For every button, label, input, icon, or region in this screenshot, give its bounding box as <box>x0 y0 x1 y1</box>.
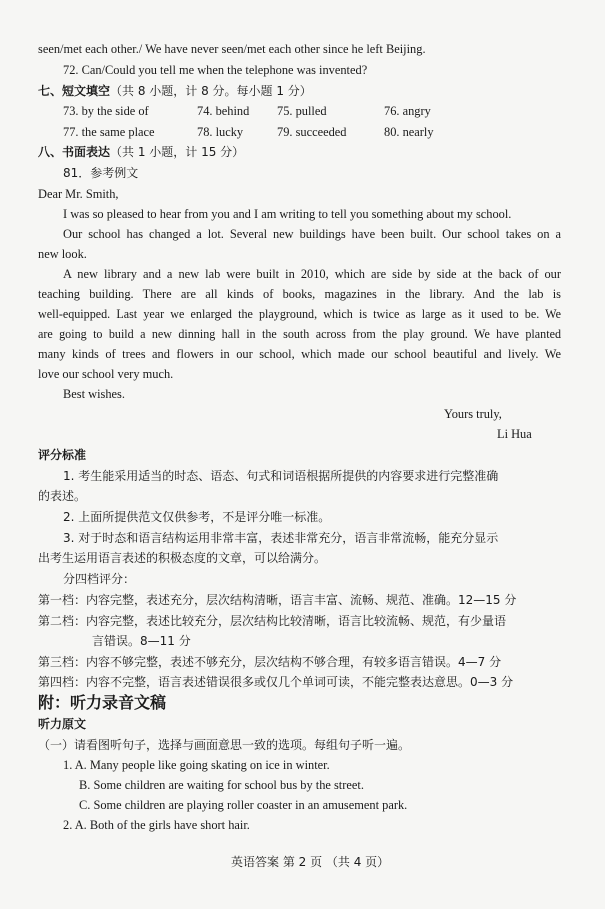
section-8-header <box>38 144 244 160</box>
section-7-header <box>38 83 312 99</box>
grade-level-2: 第二档：内容完整，表述比较充分，层次结构比较清晰，语言比较流畅、规范，有少量语 <box>38 614 507 628</box>
answer-78: 78. lucky <box>197 125 244 139</box>
letter-signature: Li Hua <box>497 427 532 441</box>
appendix-subtitle: 听力原文 <box>38 717 87 731</box>
listening-item: B. Some children are waiting for school bus by the street. <box>79 778 364 792</box>
grade-level-2-cont: 言错误。8—11 分 <box>92 634 191 648</box>
section-8-note: （共 1 小题，计 15 分） <box>110 145 245 159</box>
scoring-rule: 3. 对于时态和语言结构运用非常丰富，表述非常充分，语言非常流畅，能充分显示 <box>63 531 499 545</box>
grade-level-4: 第四档：内容不完整，语言表述错误很多或仅几个单词可读，不能完整表达意思。0—3 分 <box>38 675 514 689</box>
letter-line: love our school very much. <box>38 367 174 381</box>
letter-line: new look. <box>38 247 87 261</box>
continued-answer-line: seen/met each other./ We have never seen/met each other since he left Beijing. <box>38 42 426 56</box>
section-7-title: 七、短文填空 <box>38 84 111 98</box>
letter-line: many kinds of trees and flowers in our school, which made our school beautiful and lively. We <box>38 347 561 361</box>
answer-73: 73. by the side of <box>63 104 149 118</box>
scoring-rule: 2. 上面所提供范文仅供参考，不是评分唯一标准。 <box>63 510 331 524</box>
grades-title: 分四档评分： <box>63 572 136 586</box>
letter-closing: Yours truly, <box>444 407 502 421</box>
letter-line: I was so pleased to hear from you and I am writing to tell you something about my school. <box>63 207 512 221</box>
letter-line: well-equipped. Last year we enlarged the playground, which is twice as large as it used to be. We <box>38 307 561 321</box>
listening-item: 1. A. Many people like going skating on ice in winter. <box>63 758 330 772</box>
scoring-rule: 的表述。 <box>38 489 87 503</box>
answer-76: 76. angry <box>384 104 431 118</box>
letter-line: A new library and a new lab were built in 2010, which are side by side at the back of our <box>63 267 561 281</box>
letter-best-wishes: Best wishes. <box>63 387 125 401</box>
listening-item: 2. A. Both of the girls have short hair. <box>63 818 250 832</box>
sample-essay-label: 81．参考例文 <box>63 166 139 180</box>
listening-item: C. Some children are playing roller coaster in an amusement park. <box>79 798 408 812</box>
scoring-rule: 出考生运用语言表述的积极态度的文章，可以给满分。 <box>38 551 327 565</box>
appendix-title: 附：听力录音文稿 <box>38 693 167 712</box>
grade-level-1: 第一档：内容完整，表述充分，层次结构清晰，语言丰富、流畅、规范、准确。12—15 分 <box>38 593 517 607</box>
listening-part-1: （一）请看图听句子，选择与画面意思一致的选项。每组句子听一遍。 <box>38 738 411 752</box>
letter-line: teaching building. There are all kinds of books, magazines in the library. And the lab is <box>38 287 561 301</box>
section-7-note: （共 8 小题，计 8 分。每小题 1 分） <box>110 84 312 98</box>
answer-74: 74. behind <box>197 104 250 118</box>
answer-72: 72. Can/Could you tell me when the telephone was invented? <box>63 63 368 77</box>
answer-77: 77. the same place <box>63 125 155 139</box>
answer-80: 80. nearly <box>384 125 434 139</box>
letter-line: Our school has changed a lot. Several new buildings have been built. Our school takes on a <box>63 227 561 241</box>
answer-75: 75. pulled <box>277 104 327 118</box>
grade-level-3: 第三档：内容不够完整，表述不够充分，层次结构不够合理，有较多语言错误。4—7 分 <box>38 655 502 669</box>
letter-greeting: Dear Mr. Smith, <box>38 187 119 201</box>
scoring-heading: 评分标准 <box>38 448 87 462</box>
page-footer: 英语答案 第 2 页 （共 4 页） <box>231 855 390 869</box>
answer-79: 79. succeeded <box>277 125 347 139</box>
scoring-rule: 1. 考生能采用适当的时态、语态、句式和词语根据所提供的内容要求进行完整准确 <box>63 469 499 483</box>
letter-line: are going to build a new dinning hall in the south across from the play ground. We have planted <box>38 327 561 341</box>
section-8-title: 八、书面表达 <box>38 145 111 159</box>
